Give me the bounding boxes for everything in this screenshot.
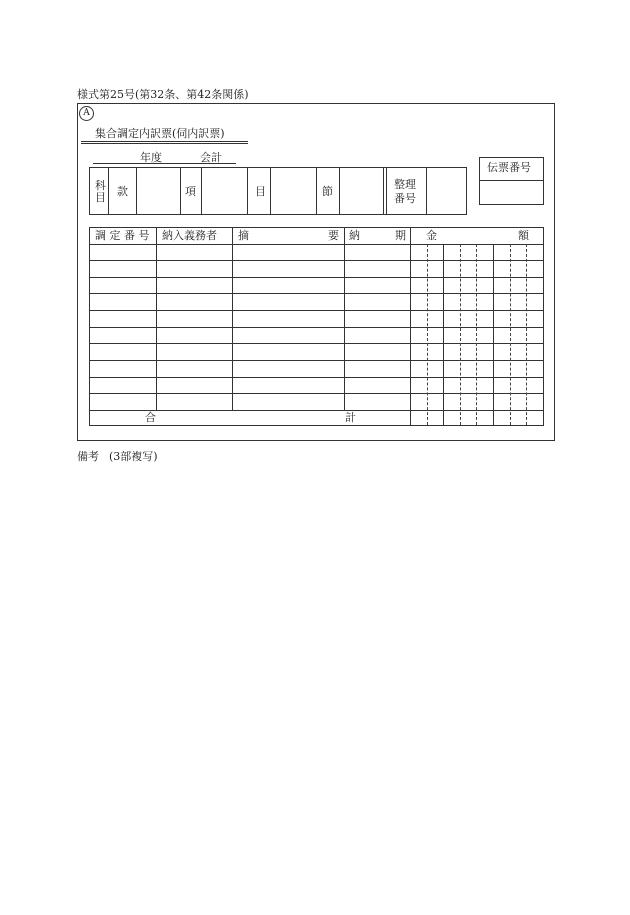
kamoku-label-1: 科 [95,179,106,192]
fiscal-year-label: 年度 [140,151,162,164]
circle-a-mark: A [79,106,94,121]
header-teki: 摘 [238,229,249,242]
total-label-left: 合 [145,411,156,424]
seiri-label-1: 整理 [394,178,416,191]
form-title: 集合調定内訳票(伺内訳票) [95,127,225,140]
copy-note: (3部複写) [109,450,158,463]
setsu-label: 節 [322,185,333,198]
header-ki: 期 [395,229,406,242]
fiscal-year-line [93,163,236,164]
total-label-right: 計 [345,411,356,424]
header-nonyu-gimusha: 納入義務者 [162,229,217,242]
moku-label: 目 [255,185,266,198]
header-chotei-bango: 調 定 番 号 [95,229,150,242]
account-label: 会計 [200,151,222,164]
kan-label: 款 [117,185,128,198]
title-underline [81,141,248,142]
detail-table [89,227,544,426]
bikou-label: 備考 [77,450,99,463]
seiri-label-2: 番号 [394,192,416,205]
header-kin: 金 [426,229,437,242]
account-classification-box [89,167,467,215]
header-gaku: 額 [518,229,529,242]
slip-number-label: 伝票番号 [487,161,531,174]
kou-label: 項 [185,185,196,198]
title-underline-double [81,143,248,144]
header-you: 要 [328,229,339,242]
form-number-label: 様式第25号(第32条、第42条関係) [77,88,249,101]
header-no: 納 [349,229,360,242]
kamoku-label-2: 目 [95,191,106,204]
